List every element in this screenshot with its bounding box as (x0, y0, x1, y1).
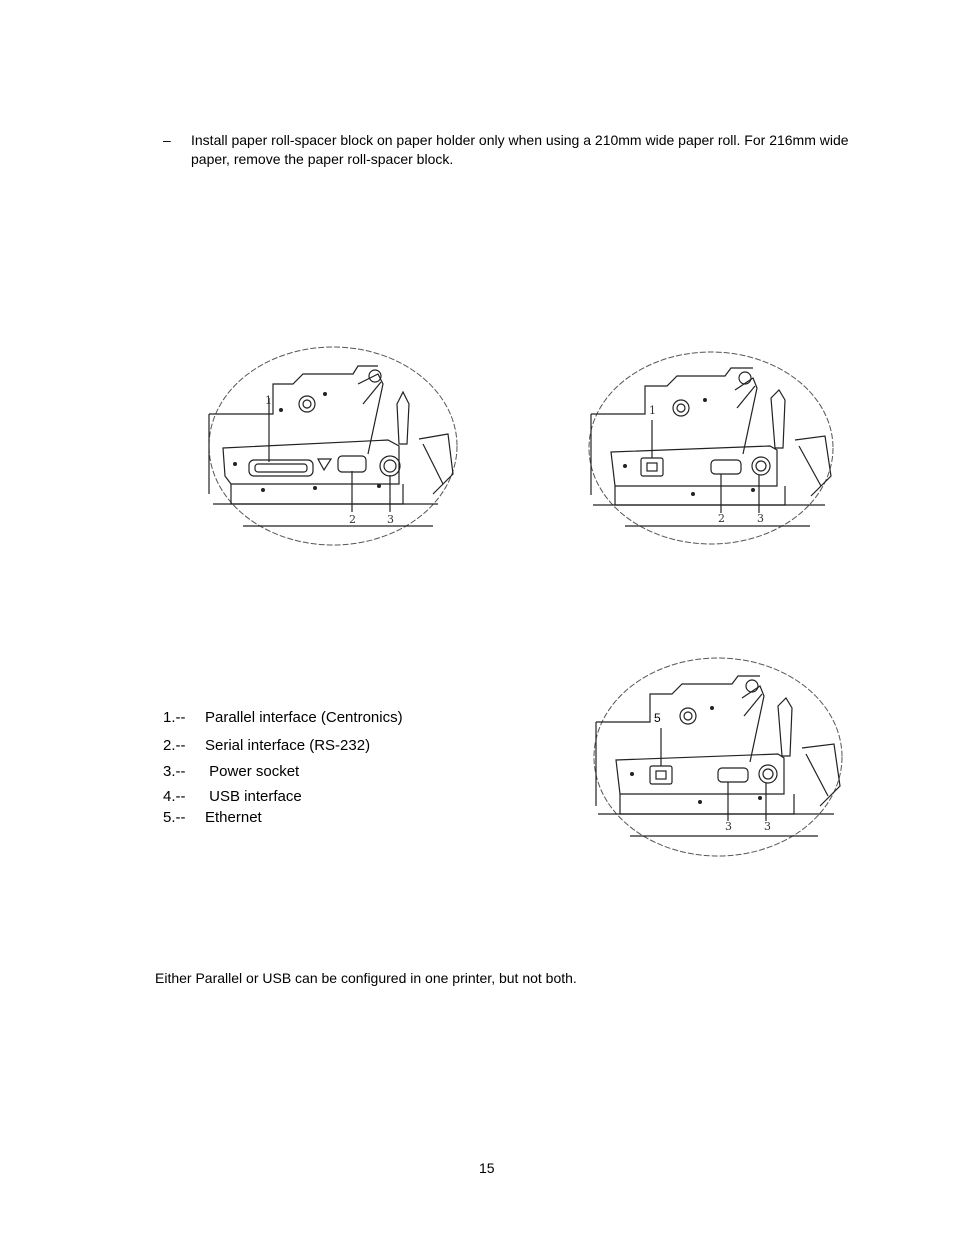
printer-back-ethernet-drawing (590, 656, 846, 861)
legend-label: Power socket (205, 763, 300, 780)
note-bullet: – (163, 132, 171, 148)
callout-5: 5 (654, 711, 661, 725)
callout-2: 2 (718, 512, 725, 525)
legend-number: 1.-- (163, 709, 186, 726)
figure-usb-interface (585, 350, 837, 550)
legend-label: Ethernet (205, 809, 262, 826)
callout-3: 3 (387, 513, 394, 526)
install-note (163, 131, 853, 169)
legend-number: 3.-- (163, 763, 186, 780)
note-text: Install paper roll-spacer block on paper holder only when using a 210mm wide paper roll. For 216mm wide paper, remove the paper roll-spacer block. (191, 132, 849, 167)
callout-1: 1 (265, 394, 272, 407)
legend-number: 5.-- (163, 809, 186, 826)
figure-parallel-interface (203, 344, 459, 549)
configuration-note: Either Parallel or USB can be configured in one printer, but not both. (155, 970, 577, 986)
page-number: 15 (479, 1160, 495, 1176)
callout-1: 1 (649, 404, 656, 417)
legend-label: USB interface (205, 788, 302, 805)
callout-3b: 3 (764, 820, 771, 833)
printer-back-usb-drawing (585, 350, 837, 550)
callout-3a: 3 (725, 820, 732, 833)
callout-3: 3 (757, 512, 764, 525)
figure-ethernet-interface (590, 656, 846, 861)
callout-2: 2 (349, 513, 356, 526)
legend-label: Serial interface (RS-232) (205, 737, 371, 754)
legend-number: 2.-- (163, 737, 186, 754)
printer-back-parallel-drawing (203, 344, 459, 549)
legend-label: Parallel interface (Centronics) (205, 709, 403, 726)
legend-number: 4.-- (163, 788, 186, 805)
